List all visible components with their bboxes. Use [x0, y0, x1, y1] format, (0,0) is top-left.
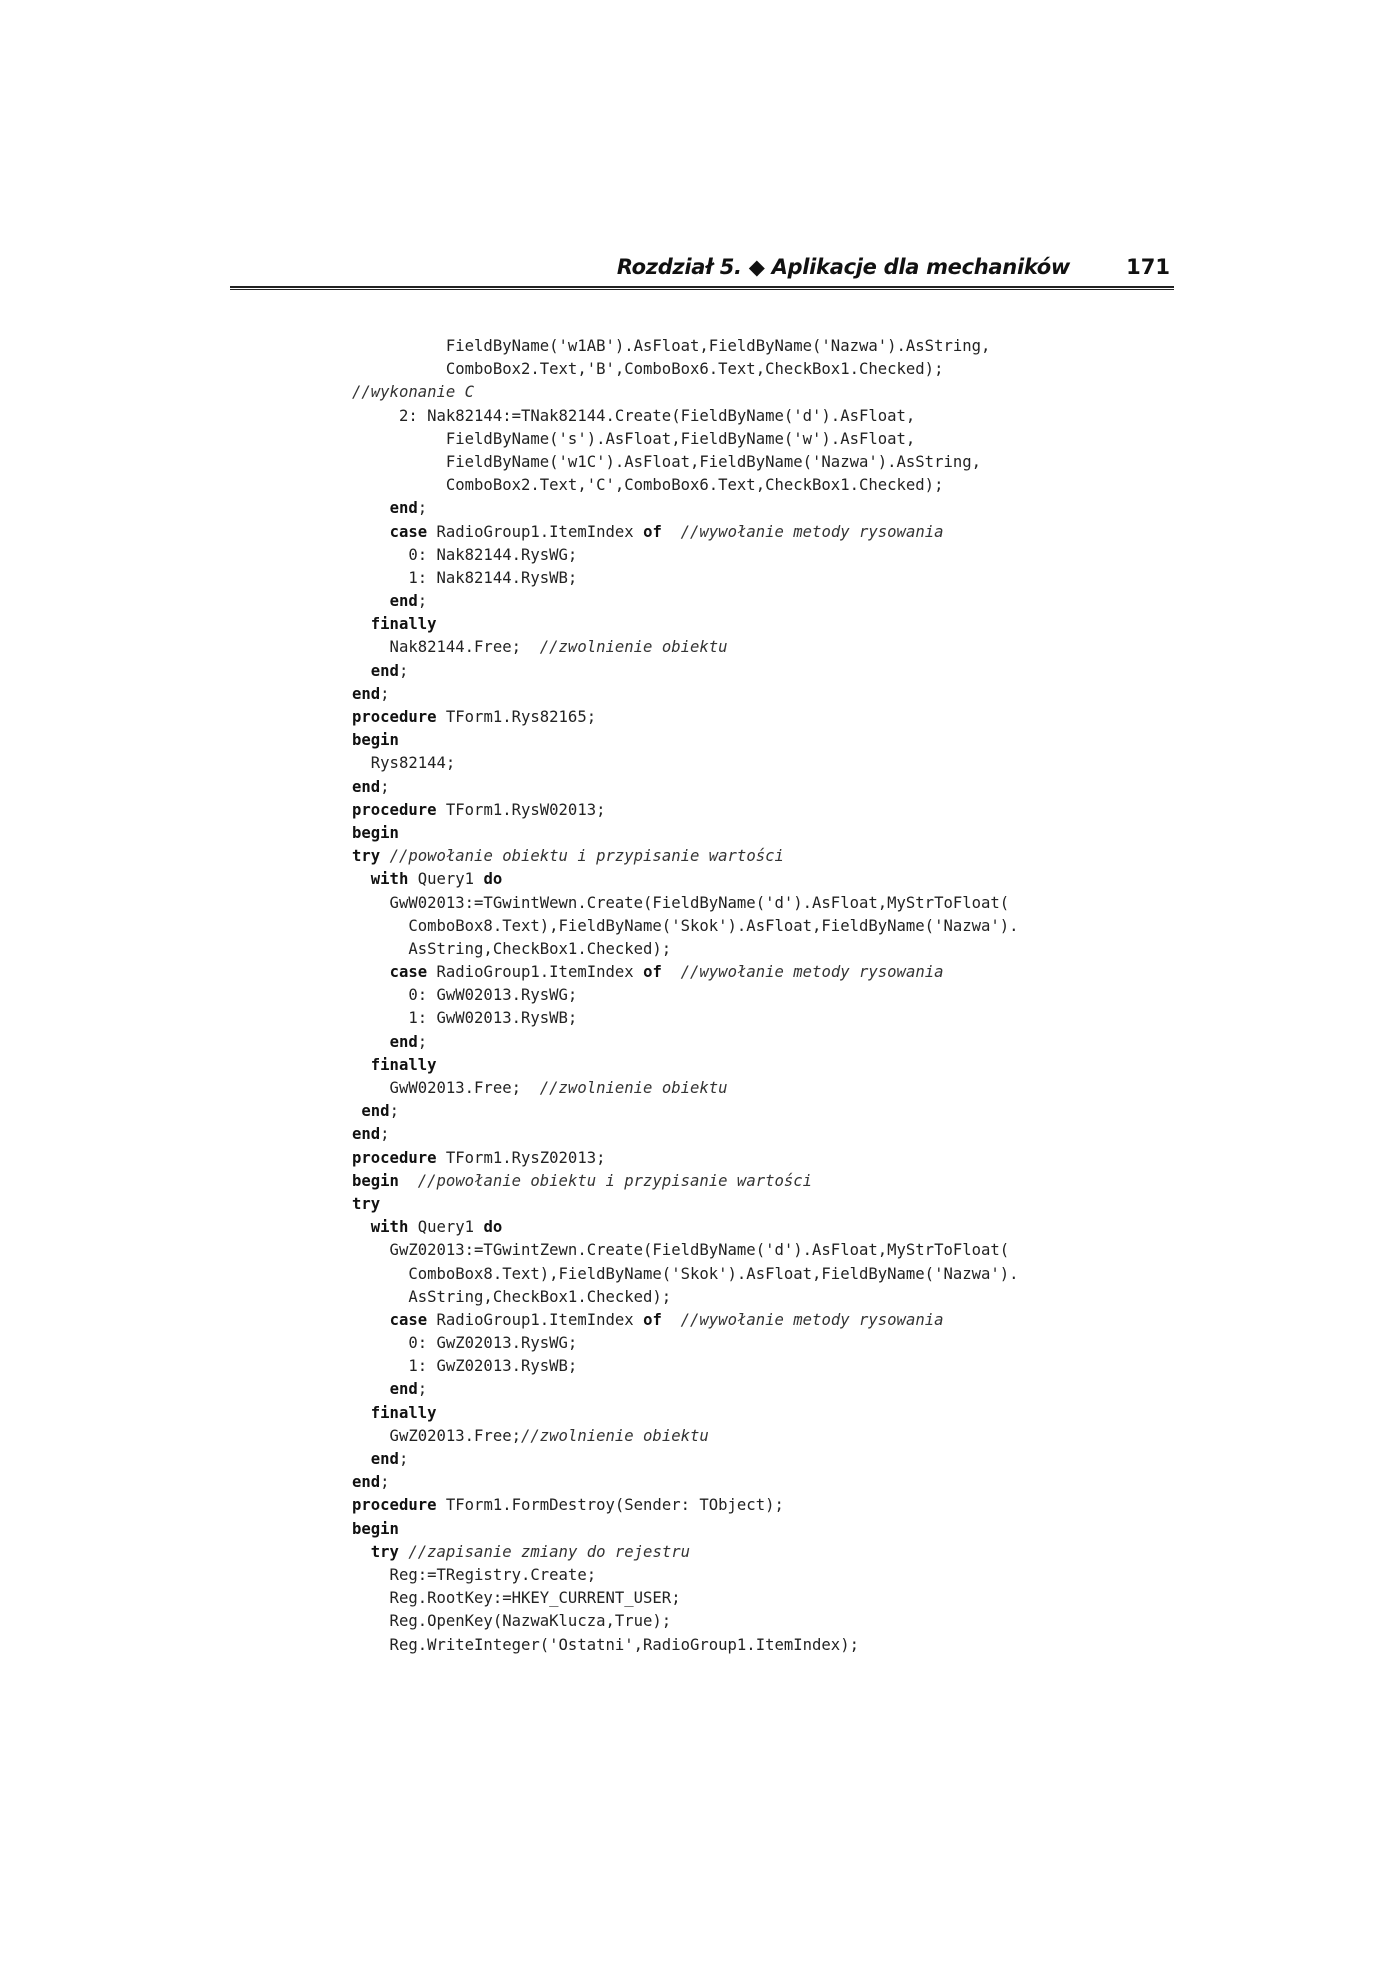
code-text: FieldByName('s').AsFloat,FieldByName('w').AsFloat, [352, 429, 916, 448]
code-line [352, 1077, 1152, 1100]
code-text [380, 847, 389, 865]
code-text [352, 1543, 371, 1561]
code-keyword: procedure [352, 800, 437, 819]
code-keyword: begin [352, 1171, 399, 1190]
code-line [352, 1100, 1152, 1123]
code-keyword: of [643, 522, 662, 541]
code-keyword: try [352, 847, 381, 866]
code-keyword: with [370, 1218, 409, 1237]
code-line [352, 683, 1152, 706]
code-text: 0: Nak82144.RysWG; [352, 545, 578, 564]
code-line [352, 428, 1152, 451]
code-line [352, 706, 1152, 729]
code-text [352, 1404, 371, 1422]
code-text: Query1 [408, 1218, 484, 1237]
code-line [352, 1007, 1152, 1030]
code-line [352, 1378, 1152, 1401]
code-line [352, 405, 1152, 428]
code-line [352, 1564, 1152, 1587]
code-text: Reg.RootKey:=HKEY_CURRENT_USER; [352, 1589, 681, 1608]
code-comment: //zwolnienie obiektu [539, 1079, 728, 1097]
code-text [352, 963, 390, 981]
code-text [352, 615, 371, 633]
code-keyword: end [352, 777, 381, 796]
code-text: Query1 [408, 870, 484, 889]
code-keyword: end [361, 1102, 390, 1121]
code-text: AsString,CheckBox1.Checked); [352, 939, 672, 958]
code-text: Rys82144; [352, 754, 456, 773]
code-text: Reg.WriteInteger('Ostatni',RadioGroup1.ItemIndex); [352, 1635, 859, 1654]
code-text: ; [380, 1125, 390, 1144]
code-line [352, 752, 1152, 775]
code-line [352, 521, 1152, 544]
code-text [352, 662, 371, 680]
code-keyword: end [352, 1473, 381, 1492]
code-text: 0: GwZ02013.RysWG; [352, 1334, 578, 1353]
code-keyword: procedure [352, 1496, 437, 1515]
code-line [352, 1471, 1152, 1494]
code-keyword: begin [352, 1519, 399, 1538]
code-line [352, 776, 1152, 799]
code-text [399, 1172, 418, 1190]
code-line [352, 1309, 1152, 1332]
code-text: GwZ02013:=TGwintZewn.Create(FieldByName('d').AsFloat,MyStrToFloat( [352, 1241, 1010, 1260]
chapter-title: Rozdział 5. ◆ Aplikacje dla mechaników [616, 255, 1070, 279]
code-text: ComboBox2.Text,'B',ComboBox6.Text,CheckBox1.Checked); [352, 360, 944, 379]
code-line [352, 636, 1152, 659]
code-comment: //wywołanie metody rysowania [680, 963, 944, 982]
code-listing [352, 335, 1152, 1657]
code-line [352, 451, 1152, 474]
code-text: ; [380, 684, 390, 703]
code-text [352, 1056, 371, 1074]
code-keyword: end [389, 499, 418, 518]
code-keyword: end [370, 661, 399, 680]
code-line [352, 1634, 1152, 1657]
code-text: ; [417, 499, 428, 518]
code-text: ; [389, 1102, 399, 1121]
code-keyword: case [389, 963, 428, 982]
code-text: 0: GwW02013.RysWG; [352, 986, 578, 1005]
code-keyword: procedure [352, 708, 437, 726]
code-text: ComboBox8.Text),FieldByName('Skok').AsFloat,FieldByName('Nazwa'). [352, 1264, 1019, 1283]
code-line [352, 868, 1152, 891]
code-line [352, 381, 1152, 404]
code-text: ; [380, 1473, 390, 1492]
code-text [352, 499, 390, 517]
code-line [352, 544, 1152, 567]
code-keyword: case [389, 1310, 428, 1329]
code-text: ComboBox8.Text),FieldByName('Skok').AsFloat,FieldByName('Nazwa'). [352, 916, 1019, 935]
code-text [352, 1380, 390, 1398]
code-line [352, 1286, 1152, 1309]
code-text [352, 870, 371, 888]
code-line [352, 729, 1152, 752]
code-line [352, 1123, 1152, 1146]
code-text [399, 1543, 408, 1561]
code-keyword: finally [370, 1403, 437, 1422]
code-text: FieldByName('w1AB').AsFloat,FieldByName('Nazwa').AsString, [352, 337, 991, 355]
code-text [662, 1311, 681, 1329]
code-comment: //powołanie obiektu i przypisanie wartości [417, 1171, 813, 1190]
code-keyword: end [389, 1032, 418, 1051]
code-text: ComboBox2.Text,'C',ComboBox6.Text,CheckBox1.Checked); [352, 476, 944, 495]
code-line [352, 1402, 1152, 1425]
code-text [662, 963, 681, 981]
code-text: 1: GwW02013.RysWB; [352, 1009, 578, 1028]
code-line [352, 1332, 1152, 1355]
code-line [352, 335, 1152, 358]
code-text: TForm1.FormDestroy(Sender: TObject); [436, 1496, 784, 1515]
code-keyword: end [389, 592, 418, 611]
code-line [352, 961, 1152, 984]
code-text: RadioGroup1.ItemIndex [427, 963, 644, 982]
code-line [352, 1147, 1152, 1170]
code-text [352, 592, 390, 610]
code-keyword: end [389, 1380, 418, 1399]
code-keyword: end [370, 1450, 399, 1468]
code-line [352, 984, 1152, 1007]
code-text [352, 1102, 361, 1120]
code-keyword: begin [352, 823, 399, 842]
code-line [352, 845, 1152, 868]
code-comment: //powołanie obiektu i przypisanie wartości [389, 847, 784, 866]
code-text: TForm1.RysZ02013; [436, 1148, 606, 1167]
code-comment: //wywołanie metody rysowania [680, 1310, 944, 1329]
code-line [352, 1425, 1152, 1448]
code-keyword: end [352, 1125, 381, 1144]
code-line [352, 1216, 1152, 1239]
code-text: FieldByName('w1C').AsFloat,FieldByName('Nazwa').AsString, [352, 452, 982, 471]
code-text: ; [417, 1032, 428, 1051]
code-line [352, 1263, 1152, 1286]
code-text: RadioGroup1.ItemIndex [427, 1310, 644, 1329]
code-text [352, 1450, 371, 1468]
code-text: GwW02013:=TGwintWewn.Create(FieldByName('d').AsFloat,MyStrToFloat( [352, 893, 1010, 912]
header-rule [230, 286, 1174, 290]
code-text: GwZ02013.Free; [352, 1426, 521, 1445]
code-comment: //wywołanie metody rysowania [680, 522, 944, 541]
code-text: RadioGroup1.ItemIndex [427, 522, 644, 541]
code-text: ; [417, 1380, 428, 1399]
code-text: ; [398, 1450, 409, 1468]
code-line [352, 892, 1152, 915]
code-line [352, 1494, 1152, 1517]
code-comment: //zwolnienie obiektu [539, 638, 728, 657]
code-keyword: case [389, 522, 428, 541]
code-line [352, 938, 1152, 961]
code-line [352, 1448, 1152, 1471]
code-keyword: try [370, 1542, 399, 1561]
code-comment: //zwolnienie obiektu [521, 1426, 709, 1445]
code-text: Reg.OpenKey(NazwaKlucza,True); [352, 1612, 672, 1631]
code-keyword: of [643, 963, 662, 982]
code-text: 2: Nak82144:=TNak82144.Create(FieldByName('d').AsFloat, [352, 406, 916, 425]
code-line [352, 497, 1152, 520]
code-text: 1: GwZ02013.RysWB; [352, 1357, 578, 1376]
code-keyword: begin [352, 731, 399, 750]
code-text [662, 523, 681, 541]
code-keyword: finally [370, 1055, 437, 1074]
code-text: ; [380, 777, 390, 796]
code-text [352, 1218, 371, 1236]
page-number: 171 [1126, 255, 1170, 279]
code-text: Reg:=TRegistry.Create; [352, 1565, 597, 1584]
code-keyword: of [643, 1310, 662, 1329]
code-line [352, 1541, 1152, 1564]
code-comment: //zapisanie zmiany do rejestru [408, 1542, 690, 1561]
code-keyword: try [352, 1194, 381, 1213]
code-line [352, 567, 1152, 590]
code-text: GwW02013.Free; [352, 1079, 540, 1097]
code-text: Nak82144.Free; [352, 638, 540, 657]
code-text: AsString,CheckBox1.Checked); [352, 1287, 672, 1306]
code-line [352, 799, 1152, 822]
code-keyword: end [352, 684, 381, 703]
code-line [352, 1587, 1152, 1610]
code-keyword: procedure [352, 1148, 437, 1167]
code-text [352, 1311, 390, 1329]
code-text: TForm1.RysW02013; [436, 800, 606, 819]
code-keyword: do [483, 870, 503, 889]
code-keyword: with [370, 870, 409, 889]
code-text: ; [398, 661, 409, 680]
code-line [352, 1610, 1152, 1633]
code-line [352, 1193, 1152, 1216]
code-line [352, 1518, 1152, 1541]
code-text [352, 1033, 390, 1051]
code-keyword: do [483, 1218, 503, 1237]
code-line [352, 660, 1152, 683]
code-line [352, 1355, 1152, 1378]
code-text: 1: Nak82144.RysWB; [352, 568, 578, 587]
code-line [352, 590, 1152, 613]
code-line [352, 1054, 1152, 1077]
code-text: ; [417, 592, 428, 611]
code-line [352, 1239, 1152, 1262]
code-line [352, 358, 1152, 381]
code-comment: //wykonanie C [352, 383, 475, 402]
code-line [352, 1031, 1152, 1054]
code-keyword: finally [370, 615, 437, 634]
code-line [352, 1170, 1152, 1193]
code-line [352, 613, 1152, 636]
code-text: TForm1.Rys82165; [436, 708, 597, 726]
code-line [352, 474, 1152, 497]
code-line [352, 822, 1152, 845]
code-line [352, 915, 1152, 938]
code-text [352, 523, 390, 541]
